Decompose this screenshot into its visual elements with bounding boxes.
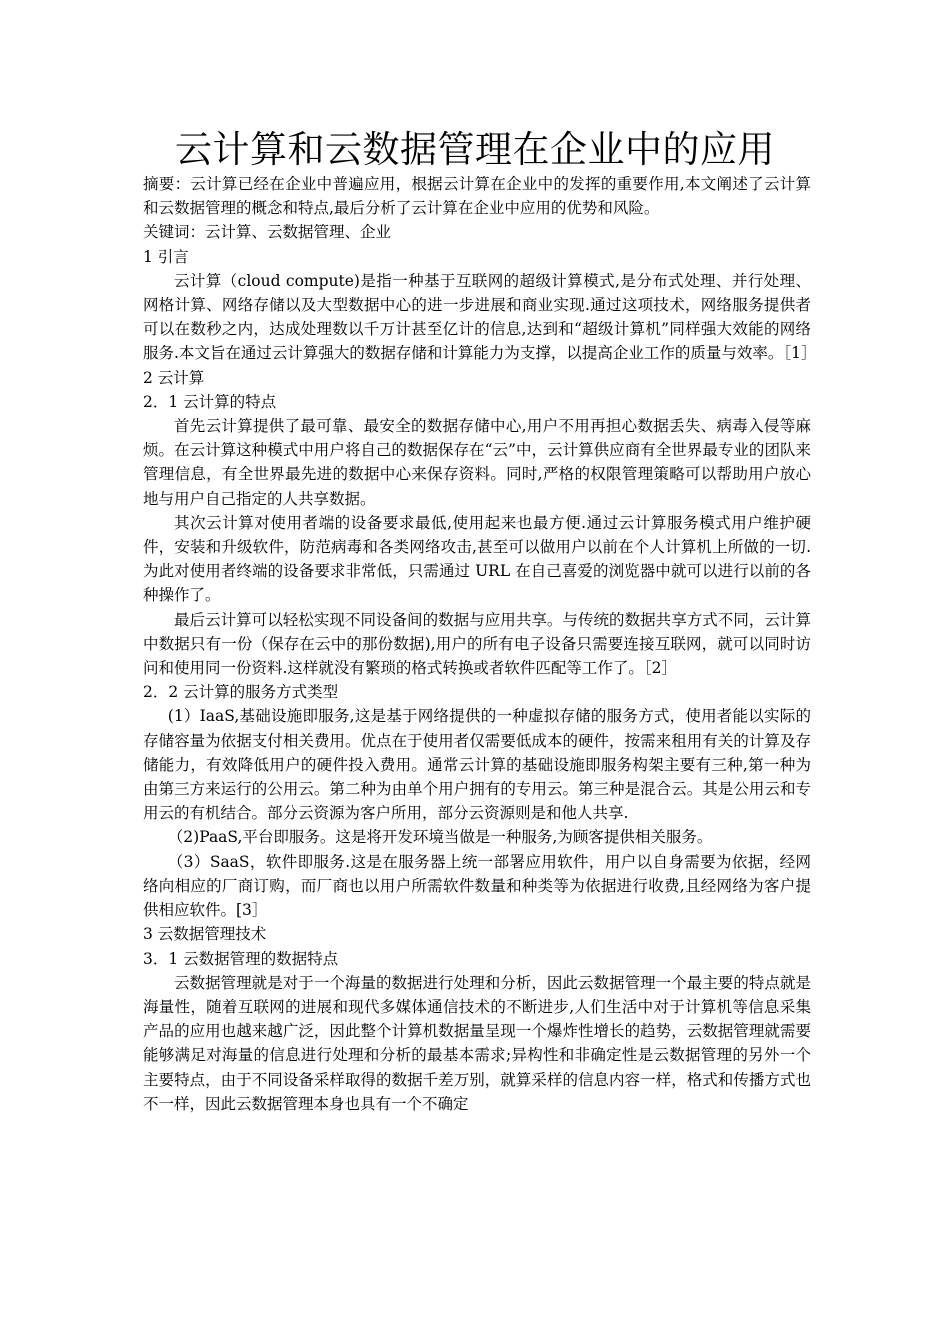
abstract: 摘要：云计算已经在企业中普遍应用，根据云计算在企业中的发挥的重要作用,本文阐述了云计算和云数据管理的概念和特点,最后分析了云计算在企业中应用的优势和风险。	[143, 175, 811, 218]
section-2-1-paragraph-1: 首先云计算提供了最可靠、最安全的数据存储中心,用户不用再担心数据丢失、病毒入侵等麻烦。在云计算这种模式中用户将自己的数据保存在“云”中，云计算供应商有全世界最专业的团队来管理信息，有全世界最先进的数据中心来保存资料。同时,严格的权限管理策略可以帮助用户放心地与用户自己指定的人共享数据。	[143, 417, 811, 508]
section-3-1-paragraph: 云数据管理就是对于一个海量的数据进行处理和分析，因此云数据管理一个最主要的特点就是海量性，随着互联网的进展和现代多媒体通信技术的不断进步,人们生活中对于计算机等信息采集产品的应用也越来越广泛，因此整个计算机数据量呈现一个爆炸性增长的趋势，云数据管理就需要能够满足对海量的信息进行处理和分析的最基本需求;异构性和非确定性是云数据管理的另外一个主要特点，由于不同设备采样取得的数据千差万别，就算采样的信息内容一样，格式和传播方式也不一样，因此云数据管理本身也具有一个不确定	[143, 973, 811, 1113]
section-1-paragraph: 云计算（cloud compute)是指一种基于互联网的超级计算模式,是分布式处理、并行处理、网格计算、网络存储以及大型数据中心的进一步进展和商业实现.通过这项技术，网络服务提供者可以在数秒之内，达成处理数以千万计甚至亿计的信息,达到和“超级计算机”同样强大效能的网络服务.本文旨在通过云计算强大的数据存储和计算能力为支撑，以提高企业工作的质量与效率。［1］	[143, 271, 817, 363]
section-2-2-item-iaas: (1）IaaS,基础设施即服务,这是基于网络提供的一种虚拟存储的服务方式，使用者能以实际的存储容量为依据支付相关费用。优点在于使用者仅需要低成本的硬件，按需来租用有关的计算及存储能力，有效降低用户的硬件投入费用。通常云计算的基础设施即服务构架主要有三种,第一种为由第三方来运行的公用云。第二种为由单个用户拥有的专用云。第三种是混合云。其是公用云和专用云的有机结合。部分云资源为客户所用，部分云资源则是和他人共享.	[143, 707, 811, 823]
section-2-2-heading: 2．2 云计算的服务方式类型	[143, 683, 339, 702]
section-2-1-heading: 2．1 云计算的特点	[143, 392, 277, 411]
keywords: 关键词：云计算、云数据管理、企业	[143, 223, 392, 242]
section-2-2-item-paas: （2)PaaS,平台即服务。这是将开发环境当做是一种服务,为顾客提供相关服务。	[167, 828, 713, 847]
section-1-heading: 1 引言	[143, 247, 189, 266]
section-2-2-item-saas: （3）SaaS，软件即服务.这是在服务器上统一部署应用软件，用户以自身需要为依据，经网络向相应的厂商订购，而厂商也以用户所需软件数量和种类等为依据进行收费,且经网络为客户提供相应软件。[3］	[143, 852, 811, 920]
document-title: 云计算和云数据管理在企业中的应用	[175, 128, 775, 171]
section-2-1-paragraph-3: 最后云计算可以轻松实现不同设备间的数据与应用共享。与传统的数据共享方式不同，云计算中数据只有一份（保存在云中的那份数据),用户的所有电子设备只需要连接互联网，就可以同时访问和使用同一份资料.这样就没有繁琐的格式转换或者软件匹配等工作了。［2］	[143, 610, 811, 678]
document-body	[143, 172, 817, 1116]
section-3-heading: 3 云数据管理技术	[143, 925, 267, 944]
section-2-1-paragraph-2: 其次云计算对使用者端的设备要求最低,使用起来也最方便.通过云计算服务模式用户维护硬件，安装和升级软件，防范病毒和各类网络攻击,甚至可以做用户以前在个人计算机上所做的一切.为此对使用者终端的设备要求非常低，只需通过 URL 在自己喜爱的浏览器中就可以进行以前的各种操作了。	[143, 513, 811, 605]
section-2-heading: 2 云计算	[143, 368, 205, 387]
section-3-1-heading: 3．1 云数据管理的数据特点	[143, 949, 339, 968]
